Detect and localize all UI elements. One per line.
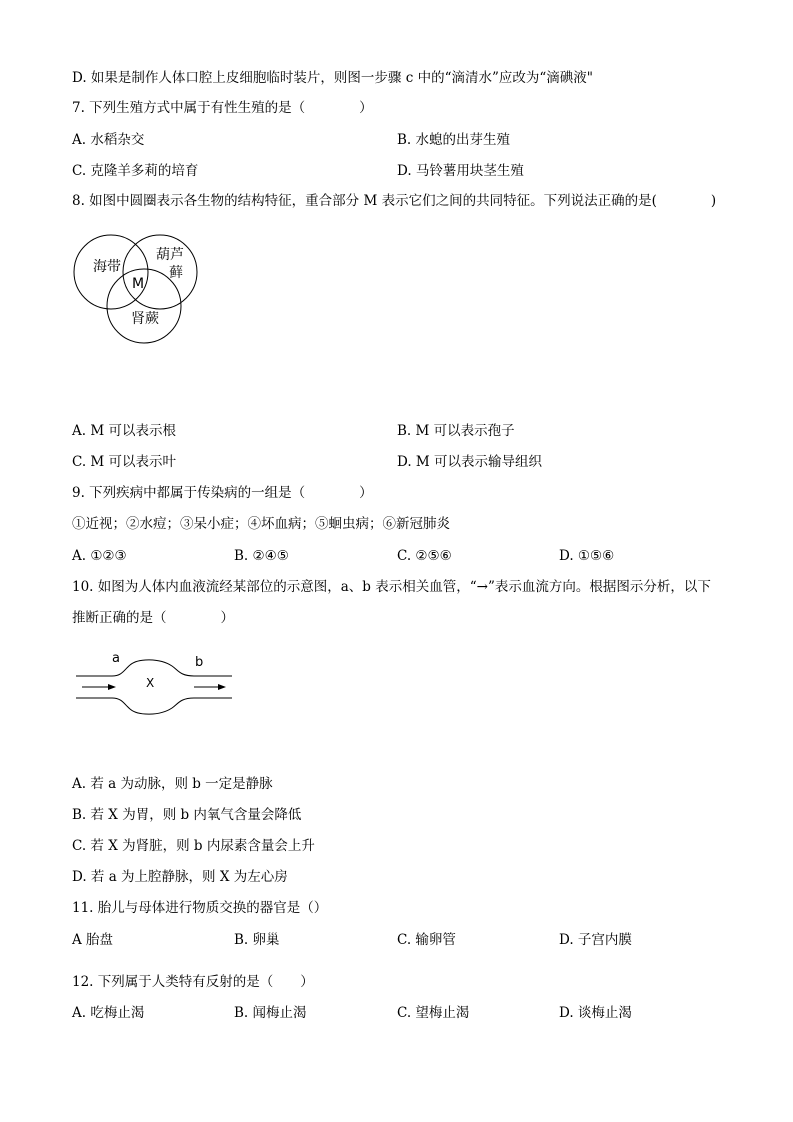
- blood-flow-diagram: [72, 648, 237, 718]
- q8-option-a: A. M 可以表示根: [72, 423, 176, 439]
- q9-stem: 9. 下列疾病中都属于传染病的一组是（ ）: [72, 485, 373, 501]
- q10-stem-line1: 10. 如图为人体内血液流经某部位的示意图，a、b 表示相关血管，“→”表示血流方向。根据图示分析，以下: [72, 579, 711, 595]
- q8-option-c: C. M 可以表示叶: [72, 454, 177, 470]
- q12-stem: 12. 下列属于人类特有反射的是（ ）: [72, 974, 314, 990]
- vessel-label-b: b: [195, 655, 204, 670]
- q11-stem: 11. 胎儿与母体进行物质交换的器官是（）: [72, 900, 328, 916]
- q9-option-c: C. ②⑤⑥: [397, 548, 452, 564]
- q11-option-a: A 胎盘: [72, 932, 114, 948]
- venn-diagram: [70, 230, 210, 340]
- q9-option-d: D. ①⑤⑥: [559, 548, 615, 564]
- q12-option-c: C. 望梅止渴: [397, 1005, 470, 1021]
- q7-stem: 7. 下列生殖方式中属于有性生殖的是（ ）: [72, 100, 373, 116]
- q11-option-d: D. 子宫内膜: [559, 932, 632, 948]
- q12-option-a: A. 吃梅止渴: [72, 1005, 145, 1021]
- q7-option-a: A. 水稻杂交: [72, 132, 145, 148]
- q6-option-d: D. 如果是制作人体口腔上皮细胞临时装片，则图一步骤 c 中的“滴清水”应改为“滴碘液": [72, 70, 593, 86]
- q7-option-d: D. 马铃薯用块茎生殖: [397, 163, 524, 179]
- venn-label-left: 海带: [93, 259, 121, 275]
- q11-option-b: B. 卵巢: [234, 932, 280, 948]
- q7-option-c: C. 克隆羊多莉的培育: [72, 163, 199, 179]
- q9-option-b: B. ②④⑤: [234, 548, 289, 564]
- q8-option-d: D. M 可以表示输导组织: [397, 454, 543, 470]
- venn-label-bottom: 肾蕨: [131, 311, 159, 327]
- vessel-label-a: a: [112, 651, 120, 666]
- q10-option-d: D. 若 a 为上腔静脉，则 X 为左心房: [72, 869, 288, 885]
- q12-option-b: B. 闻梅止渴: [234, 1005, 307, 1021]
- venn-label-right-top: 葫芦: [156, 247, 184, 263]
- q10-option-c: C. 若 X 为肾脏，则 b 内尿素含量会上升: [72, 838, 315, 854]
- q9-disease-list: ①近视；②水痘；③呆小症；④坏血病；⑤蛔虫病；⑥新冠肺炎: [72, 516, 450, 532]
- q12-option-d: D. 谈梅止渴: [559, 1005, 632, 1021]
- organ-label-x: X: [146, 676, 155, 690]
- q10-option-b: B. 若 X 为胃，则 b 内氧气含量会降低: [72, 807, 302, 823]
- q10-option-a: A. 若 a 为动脉，则 b 一定是静脉: [72, 776, 273, 792]
- q9-option-a: A. ①②③: [72, 548, 127, 564]
- q7-option-b: B. 水螅的出芽生殖: [397, 132, 511, 148]
- q8-stem: 8. 如图中圆圈表示各生物的结构特征，重合部分 M 表示它们之间的共同特征。下列说法正确的是( ): [72, 193, 717, 209]
- venn-label-center: M: [132, 276, 145, 292]
- venn-label-right-bottom: 藓: [169, 265, 183, 281]
- q11-option-c: C. 输卵管: [397, 932, 456, 948]
- q8-option-b: B. M 可以表示孢子: [397, 423, 515, 439]
- q10-stem-line2: 推断正确的是（ ）: [72, 610, 234, 626]
